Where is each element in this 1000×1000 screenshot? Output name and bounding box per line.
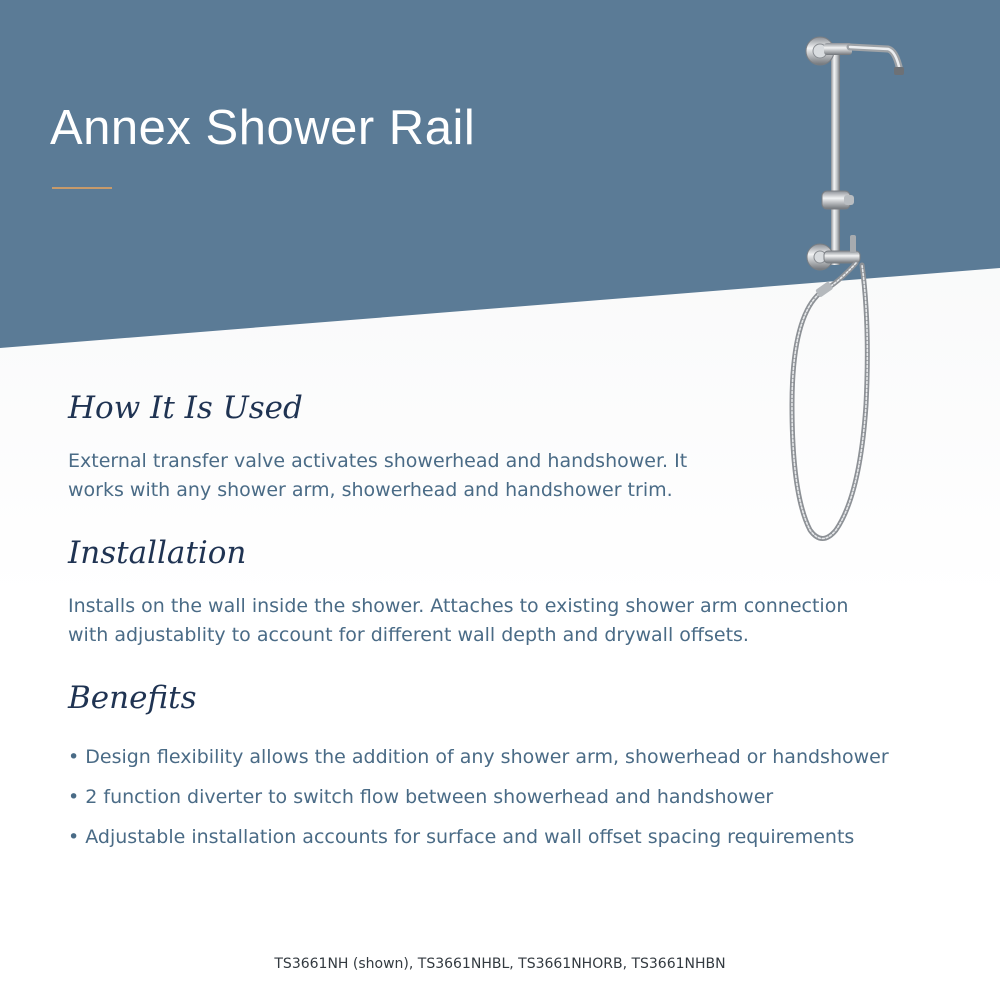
benefit-item: • Adjustable installation accounts for surface and wall offset spacing requirements (68, 826, 855, 848)
installation-line: with adjustablity to account for different wall depth and drywall offsets. (68, 624, 749, 646)
benefits-heading: Benefits (68, 680, 197, 716)
installation-text (68, 592, 848, 650)
installation-line: Installs on the wall inside the shower. Attaches to existing shower arm connection (68, 595, 849, 617)
how-it-is-used-line: works with any shower arm, showerhead and handshower trim. (68, 479, 673, 501)
installation-heading: Installation (68, 535, 247, 571)
benefits-list (68, 737, 889, 857)
how-it-is-used-text (68, 447, 687, 505)
title-accent-rule (52, 187, 112, 189)
benefit-item: • 2 function diverter to switch flow between showerhead and handshower (68, 786, 774, 808)
model-numbers-footer: TS3661NH (shown), TS3661NHBL, TS3661NHORB, TS3661NHBN (274, 956, 726, 972)
shower-rail-icon (780, 25, 920, 550)
benefit-item: • Design flexibility allows the addition of any shower arm, showerhead or handshower (68, 746, 889, 768)
how-it-is-used-line: External transfer valve activates showerhead and handshower. It (68, 450, 688, 472)
how-it-is-used-heading: How It Is Used (68, 390, 303, 426)
page-title: Annex Shower Rail (50, 101, 476, 155)
